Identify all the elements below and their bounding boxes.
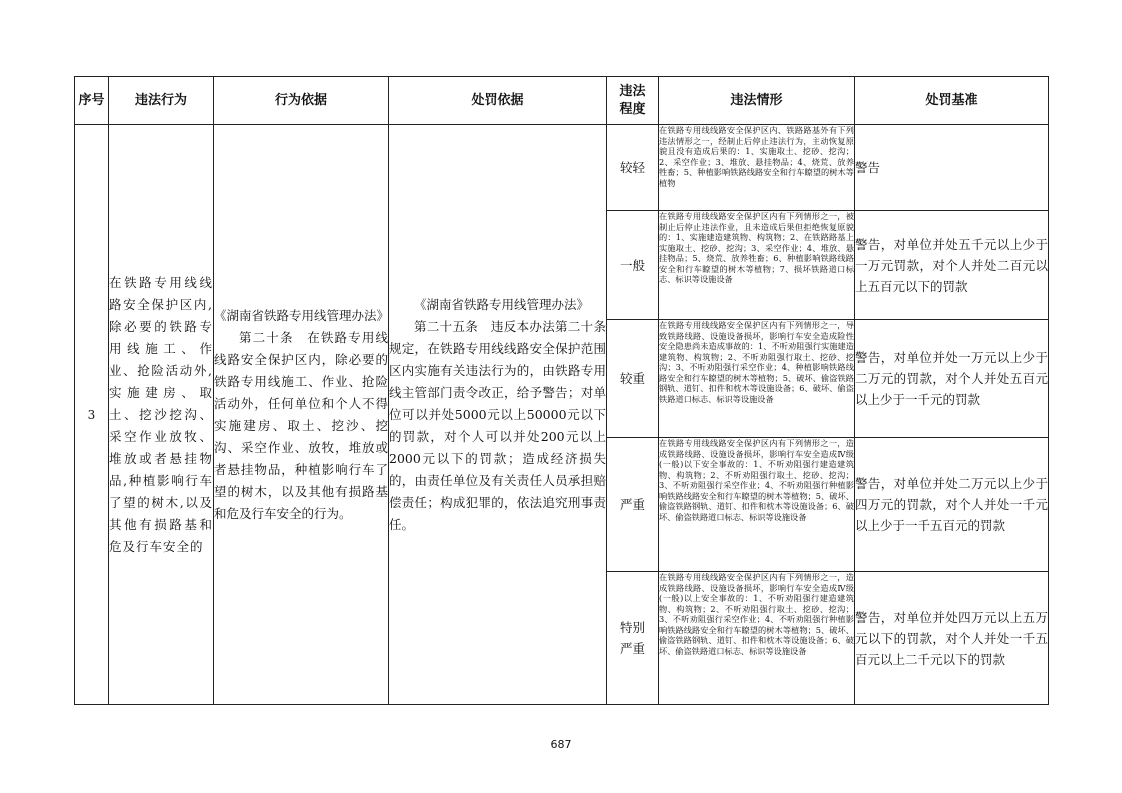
behavior-basis (214, 125, 389, 705)
circumstance-cell (659, 320, 855, 438)
circumstance-cell (659, 572, 855, 705)
header-no: 序号 (75, 77, 109, 125)
header-circumstance: 违法情形 (659, 77, 855, 125)
circumstance-cell (659, 125, 855, 211)
violation-act: 在铁路专用线线路安全保护区内,除必要的铁路专用线施工、作业、抢险活动外,实施建房、取土、挖沙挖沟、采空作业放牧、堆放或者悬挂物品,种植影响行车了望的树木,以及其他有损路基和危及行车安全的 (109, 125, 214, 705)
standard-cell: 警告，对单位并处四万元以上五万元以下的罚款，对个人并处一千五百元以上二千元以下的罚款 (855, 572, 1049, 705)
penalty-basis-text: 第二十五条 违反本办法第二十条规定，在铁路专用线线路安全保护范围区内实施有关违法行为的，由铁路专用线主管部门责令改正，给予警告；对单位可以并处5000元以上50000元以下的罚款，对个人可以并处200元以上2000元以下的罚款；造成经济损失的，由责任单位及有关责任人员承担赔偿责任；构成犯罪的，依法追究刑事责任。 (389, 318, 606, 532)
standard-cell: 警告，对单位并处二万元以上少于四万元的罚款，对个人并处一千元以上少于一千五百元的罚款 (855, 438, 1049, 572)
circumstance-text: 在铁路专用线线路安全保护区内有下列情形之一，被制止后停止违法作业，且未造成后果但拒绝恢复原貌的：1、实施建造建筑物、构筑物；2、在铁路路基上实施取土、挖砂、挖沟；3、采空作业；4、堆放、悬挂物品；5、烧荒、放养牲畜；6、种植影响铁路线路安全和行车瞭望的树木等植物；7、损坏铁路道口标志、标识等设施设备 (659, 211, 854, 284)
circumstance-text: 在铁路专用线线路安全保护区内有下列情形之一，造成铁路线路、设施设备损坏，影响行车安全造成Ⅳ级(一般)以上安全事故的：1、不听劝阻强行建造建筑物、构筑物；2、不听劝阻强行取土、挖砂、挖沟；3、不听劝阻强行采空作业；4、不听劝阻强行种植影响铁路线路安全和行车瞭望的树木等植物；5、破坏、偷盗铁路钢轨、道钉、扣件和枕木等设施设备；6、破坏、偷盗铁路道口标志、标识等设施设备 (659, 572, 854, 656)
penalty-basis (389, 125, 607, 705)
penalty-basis-title: 《湖南省铁路专用线管理办法》 (414, 296, 590, 312)
header-row (75, 77, 1049, 125)
header-standard: 处罚基准 (855, 77, 1049, 125)
header-act: 违法行为 (109, 77, 214, 125)
behavior-basis-text: 第二十条 在铁路专用线线路安全保护区内，除必要的铁路专用线施工、作业、抢险活动外，任何单位和个人不得实施建房、取土、挖沙、挖沟、采空作业、放牧，堆放或者悬挂物品，种植影响行车了望的树木，以及其他有损路基和危及行车安全的行为。 (214, 329, 388, 521)
row-number: 3 (75, 125, 109, 705)
circumstance-text: 在铁路专用线线路安全保护区内、铁路路基外有下列违法情形之一，经制止后停止违法行为，主动恢复原貌且没有造成后果的：1、实施取土、挖砂、挖沟；2、采空作业；3、堆放、悬挂物品；4、烧荒、放养牲畜；5、种植影响铁路线路安全和行车瞭望的树木等植物 (659, 125, 854, 188)
level-cell: 较轻 (607, 125, 659, 211)
circumstance-cell (659, 438, 855, 572)
page-number: 687 (550, 738, 572, 751)
behavior-basis-title: 《湖南省铁路专用线管理办法》 (214, 307, 390, 323)
level-cell (607, 572, 659, 705)
circumstance-cell (659, 211, 855, 320)
level-text: 特别严重 (619, 620, 645, 656)
circumstance-text: 在铁路专用线线路安全保护区内有下列情形之一，造成铁路线路、设施设备损坏，影响行车安全造成Ⅳ级(一般)以下安全事故的：1、不听劝阻强行建造建筑物、构筑物；2、不听劝阻强行取土、挖砂、挖沟；3、不听劝阻强行采空作业；4、不听劝阻强行种植影响铁路线路安全和行车瞭望的树木等植物；5、破坏、偷盗铁路钢轨、道钉、扣件和枕木等设施设备；6、破坏、偷盗铁路道口标志、标识等设施设备 (659, 438, 854, 522)
penalty-standard-table (74, 76, 1049, 705)
circumstance-text: 在铁路专用线线路安全保护区内有下列情形之一，导致铁路线路、设施设备损坏，影响行车安全造成险性安全隐患尚未造成事故的：1、不听劝阻强行实施建造建筑物、构筑物；2、不听劝阻强行取土、挖砂、挖沟；3、不听劝阻强行采空作业；4、种植影响铁路线路安全和行车瞭望的树木等植物；5、破坏、偷盗铁路钢轨、道钉、扣件和枕木等设施设备；6、破坏、偷盗铁路道口标志、标识等设施设备 (659, 320, 854, 404)
header-level: 违法程度 (607, 77, 659, 125)
level-cell: 严重 (607, 438, 659, 572)
table-row (75, 125, 1049, 211)
level-cell: 较重 (607, 320, 659, 438)
standard-cell: 警告，对单位并处一万元以上少于二万元的罚款，对个人并处五百元以上少于一千元的罚款 (855, 320, 1049, 438)
standard-cell: 警告 (855, 125, 1049, 211)
header-penalty-basis: 处罚依据 (389, 77, 607, 125)
header-basis: 行为依据 (214, 77, 389, 125)
standard-cell: 警告，对单位并处五千元以上少于一万元罚款，对个人并处二百元以上五百元以下的罚款 (855, 211, 1049, 320)
level-cell: 一般 (607, 211, 659, 320)
